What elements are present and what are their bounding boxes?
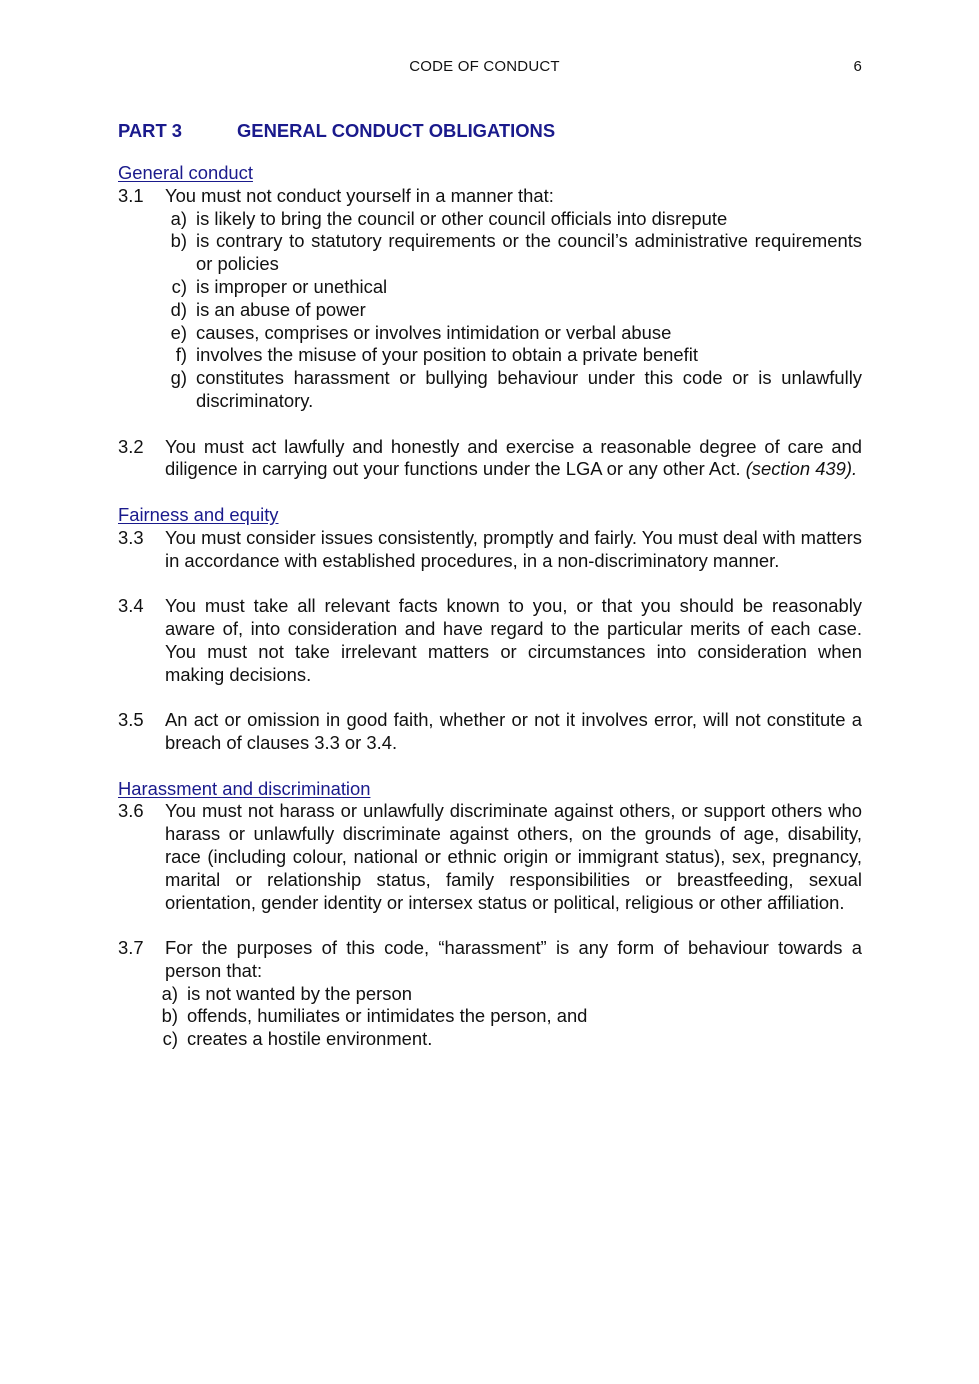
list-item — [152, 1005, 862, 1028]
clause-number: 3.6 — [118, 800, 144, 822]
clause-text: You must not conduct yourself in a manner that: — [165, 184, 554, 206]
clause-number: 3.2 — [118, 435, 144, 457]
header-title: CODE OF CONDUCT — [409, 58, 560, 75]
list-item — [159, 230, 862, 276]
list-item-letter: f) — [175, 344, 187, 366]
page-number: 6 — [853, 58, 862, 75]
clause-text: You must not harass or unlawfully discriminate against others, or support others who harass or unlawfully discriminate against others, on the grounds of age, disability, race (including colour, national or ethnic origin or immigrant status), sex, pregnancy, marital or relationship status, family responsibilities or breastfeeding, sexual orientation, gender identity or intersex status or political, religious or other affiliation. — [165, 800, 862, 913]
section-heading-general-conduct: General conduct — [118, 162, 253, 183]
list-item-text: creates a hostile environment. — [187, 1028, 433, 1050]
list-item-letter: g) — [170, 367, 187, 389]
clause-number: 3.5 — [118, 709, 144, 731]
list-item-text: is an abuse of power — [196, 298, 366, 320]
clause-text: You must consider issues consistently, promptly and fairly. You must deal with matters in accordance with established procedures, in a non-discriminatory manner. — [165, 526, 862, 571]
clause-number: 3.3 — [118, 526, 144, 548]
clause-3-3 — [118, 527, 862, 573]
document-body — [118, 117, 862, 1051]
section-heading-fairness: Fairness and equity — [118, 503, 279, 525]
list-item-letter: a) — [161, 982, 178, 1004]
list-item — [159, 276, 862, 299]
list-item-letter: a) — [170, 207, 187, 229]
clause-3-7 — [118, 937, 862, 983]
list-item — [159, 344, 862, 367]
list-item — [159, 208, 862, 231]
section-heading-harassment: Harassment and discrimination — [118, 777, 371, 799]
clause-number: 3.1 — [118, 184, 144, 206]
list-item — [152, 983, 862, 1006]
clause-3-1 — [118, 185, 862, 208]
part-number: PART 3 — [118, 120, 183, 141]
list-item-text: is not wanted by the person — [187, 982, 412, 1004]
clause-text: For the purposes of this code, “harassment” is any form of behaviour towards a person that: — [165, 937, 862, 981]
page-header — [0, 58, 979, 80]
list-item — [152, 1028, 862, 1051]
clause-3-4 — [118, 595, 862, 686]
list-item-letter: c) — [162, 1028, 178, 1050]
list-item-text: involves the misuse of your position to obtain a private benefit — [196, 344, 698, 366]
clause-text: You must take all relevant facts known to you, or that you should be reasonably aware of, into consideration and have regard to the particular merits of each case. You must not take irrelevant matters or circumstances into consideration when making decisions. — [165, 595, 862, 685]
list-item — [159, 367, 862, 413]
clause-body — [165, 436, 862, 482]
clause-3-5 — [118, 709, 862, 755]
clause-number: 3.4 — [118, 595, 144, 617]
clause-text: You must act lawfully and honestly and exercise a reasonable degree of care and diligence in carrying out your functions under the LGA or any other Act. — [165, 435, 862, 480]
clause-citation: (section 439). — [745, 458, 858, 480]
list-item-letter: b) — [161, 1005, 178, 1027]
clause-3-6 — [118, 800, 862, 914]
clause-text: An act or omission in good faith, whether or not it involves error, will not constitute a breach of clauses 3.3 or 3.4. — [165, 709, 862, 753]
list-item-text: is likely to bring the council or other council officials into disrepute — [196, 207, 728, 229]
clause-3-2 — [118, 436, 862, 482]
list-item-letter: d) — [170, 298, 187, 320]
list-item-text: is contrary to statutory requirements or the council’s administrative requirements or policies — [196, 230, 862, 275]
list-item-text: is improper or unethical — [196, 275, 388, 297]
part-heading — [118, 117, 862, 145]
list-item-letter: b) — [170, 230, 187, 252]
list-item-text: offends, humiliates or intimidates the person, and — [187, 1005, 588, 1027]
list-item-letter: c) — [171, 275, 187, 297]
list-item — [159, 322, 862, 345]
list-item-text: constitutes harassment or bullying behaviour under this code or is unlawfully discriminatory. — [196, 367, 862, 411]
clause-3-7-list — [152, 983, 862, 1051]
part-title: GENERAL CONDUCT OBLIGATIONS — [237, 120, 556, 141]
clause-number: 3.7 — [118, 937, 144, 959]
list-item-letter: e) — [170, 321, 187, 343]
list-item — [159, 299, 862, 322]
list-item-text: causes, comprises or involves intimidation or verbal abuse — [196, 321, 672, 343]
clause-3-1-list — [159, 208, 862, 413]
